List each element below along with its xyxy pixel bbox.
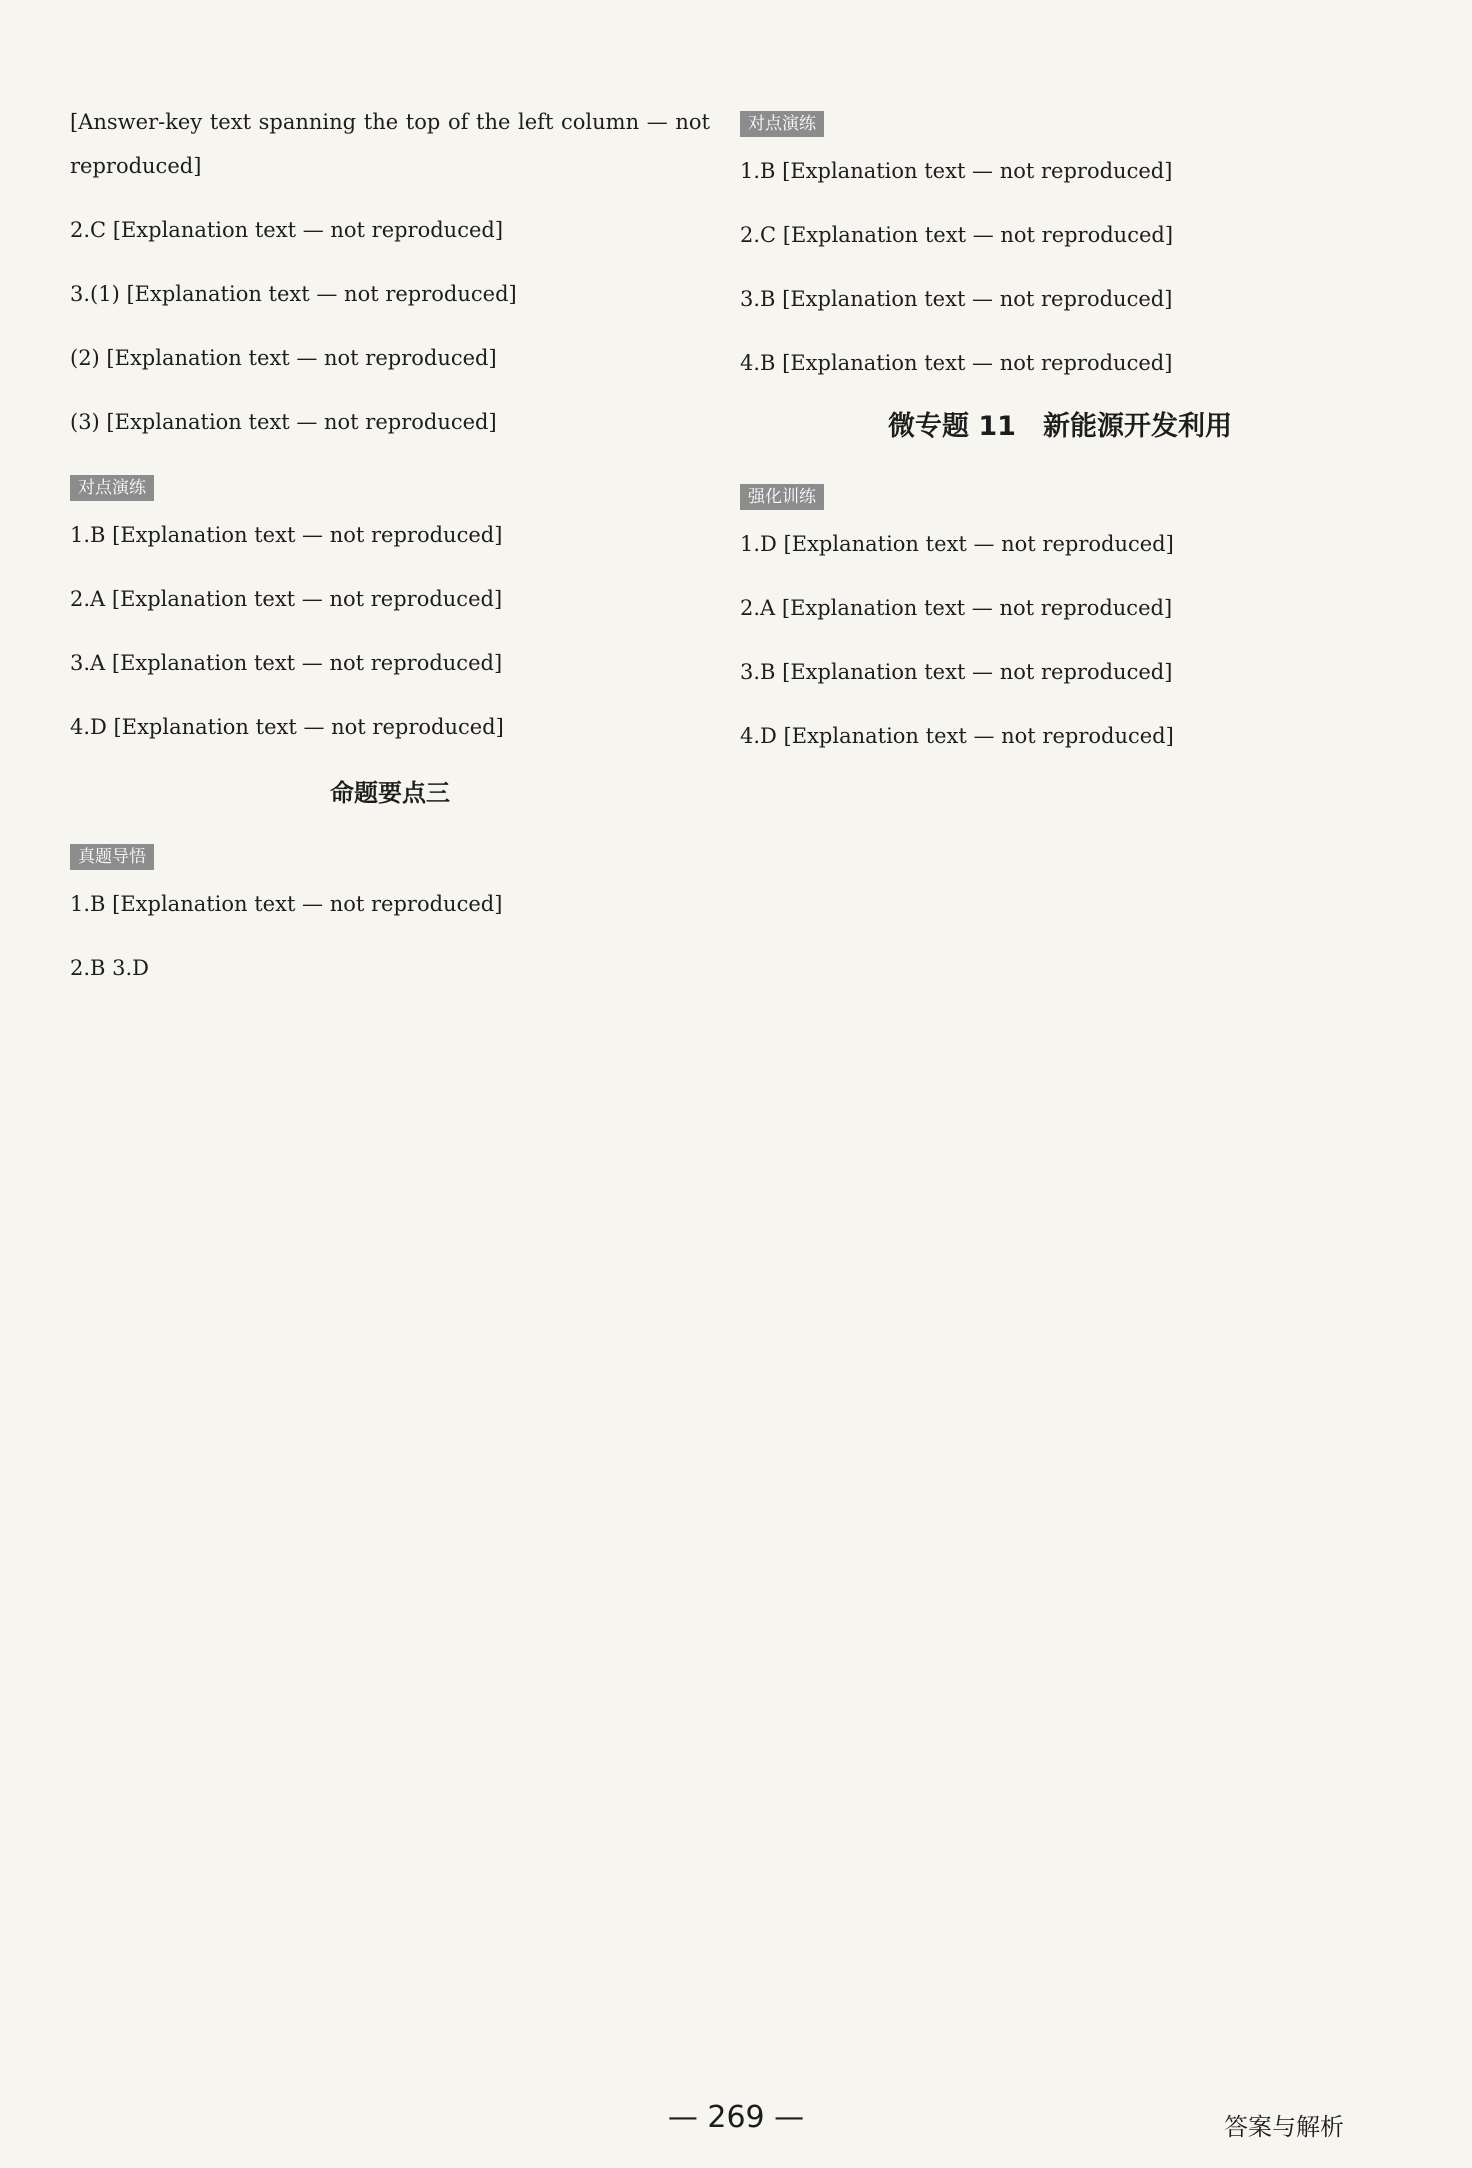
- right-column: [740, 100, 1380, 778]
- answer-paragraph: 2.A [Explanation text — not reproduced]: [740, 596, 1173, 620]
- answer-paragraph: 3.B [Explanation text — not reproduced]: [740, 660, 1173, 684]
- answer-paragraph: 3.B [Explanation text — not reproduced]: [740, 287, 1173, 311]
- page-number: — 269 —: [667, 2100, 805, 2135]
- section-label: 对点演练: [70, 475, 154, 501]
- answer-paragraph: 1.B [Explanation text — not reproduced]: [740, 159, 1173, 183]
- answer-paragraph: 2.B 3.D: [70, 956, 150, 980]
- answer-paragraph: 1.B [Explanation text — not reproduced]: [70, 892, 503, 916]
- answer-paragraph: 1.B [Explanation text — not reproduced]: [70, 523, 503, 547]
- section-label: 真题导悟: [70, 844, 154, 870]
- answer-paragraph: 4.D [Explanation text — not reproduced]: [70, 715, 504, 739]
- footer-label: 答案与解析: [1224, 2113, 1344, 2141]
- answer-paragraph: 2.C [Explanation text — not reproduced]: [70, 218, 504, 242]
- answer-paragraph: 4.B [Explanation text — not reproduced]: [740, 351, 1173, 375]
- section-label: 强化训练: [740, 484, 824, 510]
- answer-paragraph: 3.(1) [Explanation text — not reproduced]: [70, 282, 517, 306]
- answer-paragraph: 2.C [Explanation text — not reproduced]: [740, 223, 1174, 247]
- answer-paragraph: (3) [Explanation text — not reproduced]: [70, 410, 497, 434]
- section-label: 对点演练: [740, 111, 824, 137]
- answer-paragraph: 2.A [Explanation text — not reproduced]: [70, 587, 503, 611]
- section-heading: 命题要点三: [330, 779, 450, 807]
- answer-paragraph: 3.A [Explanation text — not reproduced]: [70, 651, 503, 675]
- topic-title: 微专题 11 新能源开发利用: [888, 411, 1232, 442]
- answer-paragraph: 1.D [Explanation text — not reproduced]: [740, 532, 1174, 556]
- answer-paragraph: [Answer-key text spanning the top of the left column — not reproduced]: [70, 110, 710, 178]
- left-column: [70, 100, 710, 1010]
- answer-paragraph: (2) [Explanation text — not reproduced]: [70, 346, 497, 370]
- answer-paragraph: 4.D [Explanation text — not reproduced]: [740, 724, 1174, 748]
